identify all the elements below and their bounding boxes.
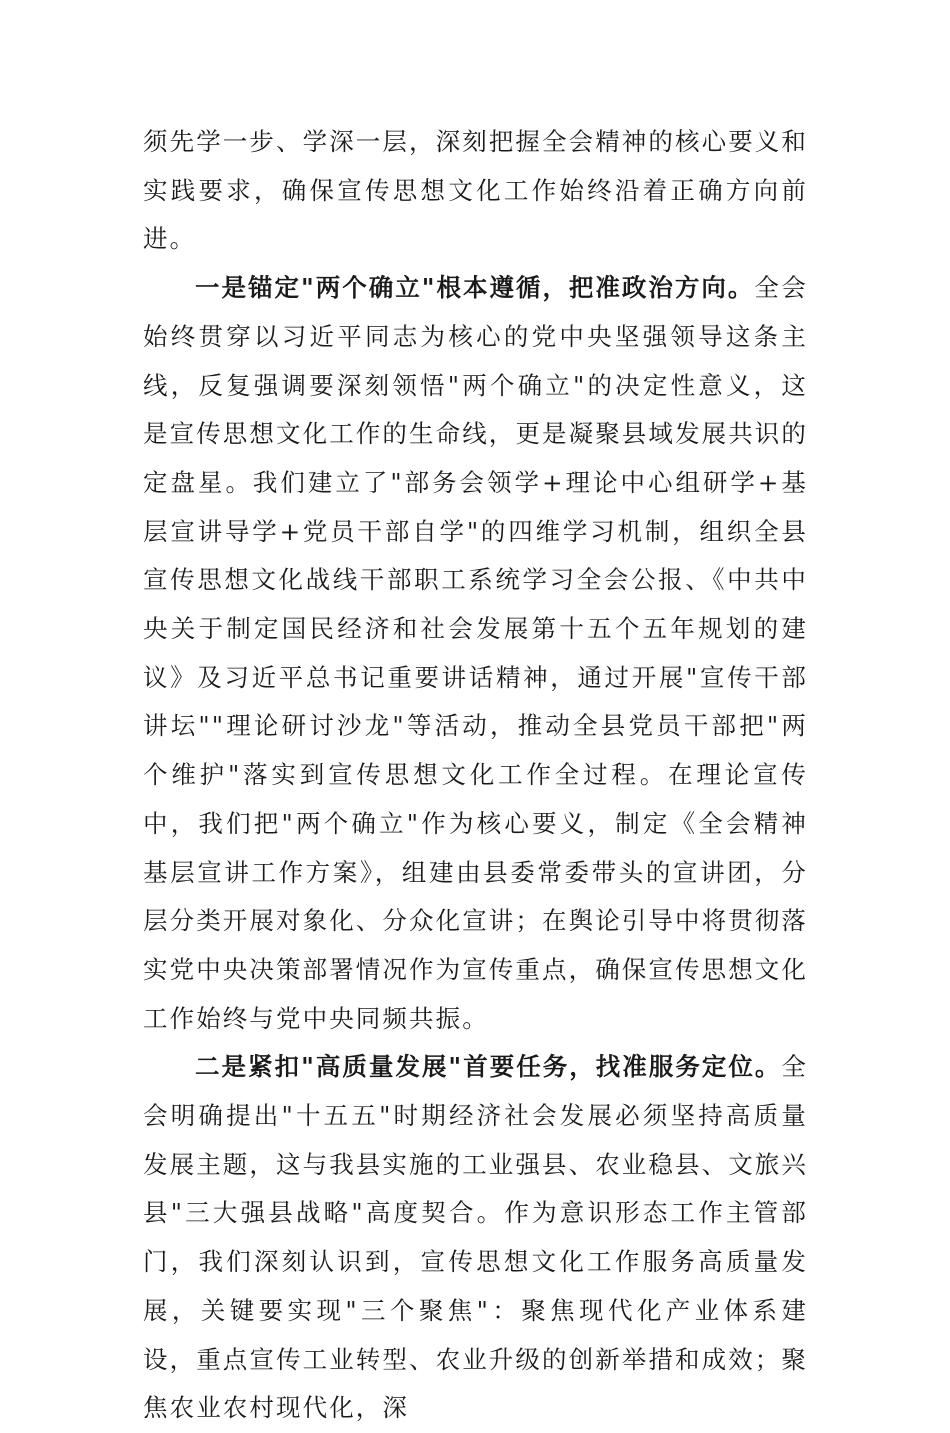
paragraph-text: 全会始终贯穿以习近平同志为核心的党中央坚强领导这条主线，反复强调要深刻领悟"两个确立"的决定性意义，这是宣传思想文化工作的生命线，更是凝聚县域发展共识的定盘星。我们建立了"部务会领学+理论中心组研学+基层宣讲导学+党员干部自学"的四维学习机制，组织全县宣传思想文化战线干部职工系统学习全会公报、《中共中央关于制定国民经济和社会发展第十五个五年规划的建议》及习近平总书记重要讲话精神，通过开展"宣传干部讲坛""理论研讨沙龙"等活动，推动全县党员干部把"两个维护"落实到宣传思想文化工作全过程。在理论宣传中，我们把"两个确立"作为核心要义，制定《全会精神基层宣讲工作方案》，组建由县委常委带头的宣讲团，分层分类开展对象化、分众化宣讲；在舆论引导中将贯彻落实党中央决策部署情况作为宣传重点，确保宣传思想文化工作始终与党中央同频共振。 xyxy=(143,273,809,1033)
paragraph-text: 须先学一步、学深一层，深刻把握全会精神的核心要义和实践要求，确保宣传思想文化工作始终沿着正确方向前进。 xyxy=(143,127,808,254)
paragraph-point-two xyxy=(143,1043,808,1433)
paragraph-continuation xyxy=(143,118,808,264)
paragraph-lead-heading: 二是紧扣"高质量发展"首要任务，找准服务定位。 xyxy=(195,1052,782,1082)
paragraph-point-one xyxy=(143,264,808,1043)
document-body xyxy=(143,118,808,1433)
paragraph-lead-heading: 一是锚定"两个确立"根本遵循，把准政治方向。 xyxy=(195,273,755,303)
paragraph-text: 全会明确提出"十五五"时期经济社会发展必须坚持高质量发展主题，这与我县实施的工业强县、农业稳县、文旅兴县"三大强县战略"高度契合。作为意识形态工作主管部门，我们深刻认识到，宣传思想文化工作服务高质量发展，关键要实现"三个聚焦"：聚焦现代化产业体系建设，重点宣传工业转型、农业升级的创新举措和成效；聚焦农业农村现代化，深 xyxy=(143,1052,808,1423)
